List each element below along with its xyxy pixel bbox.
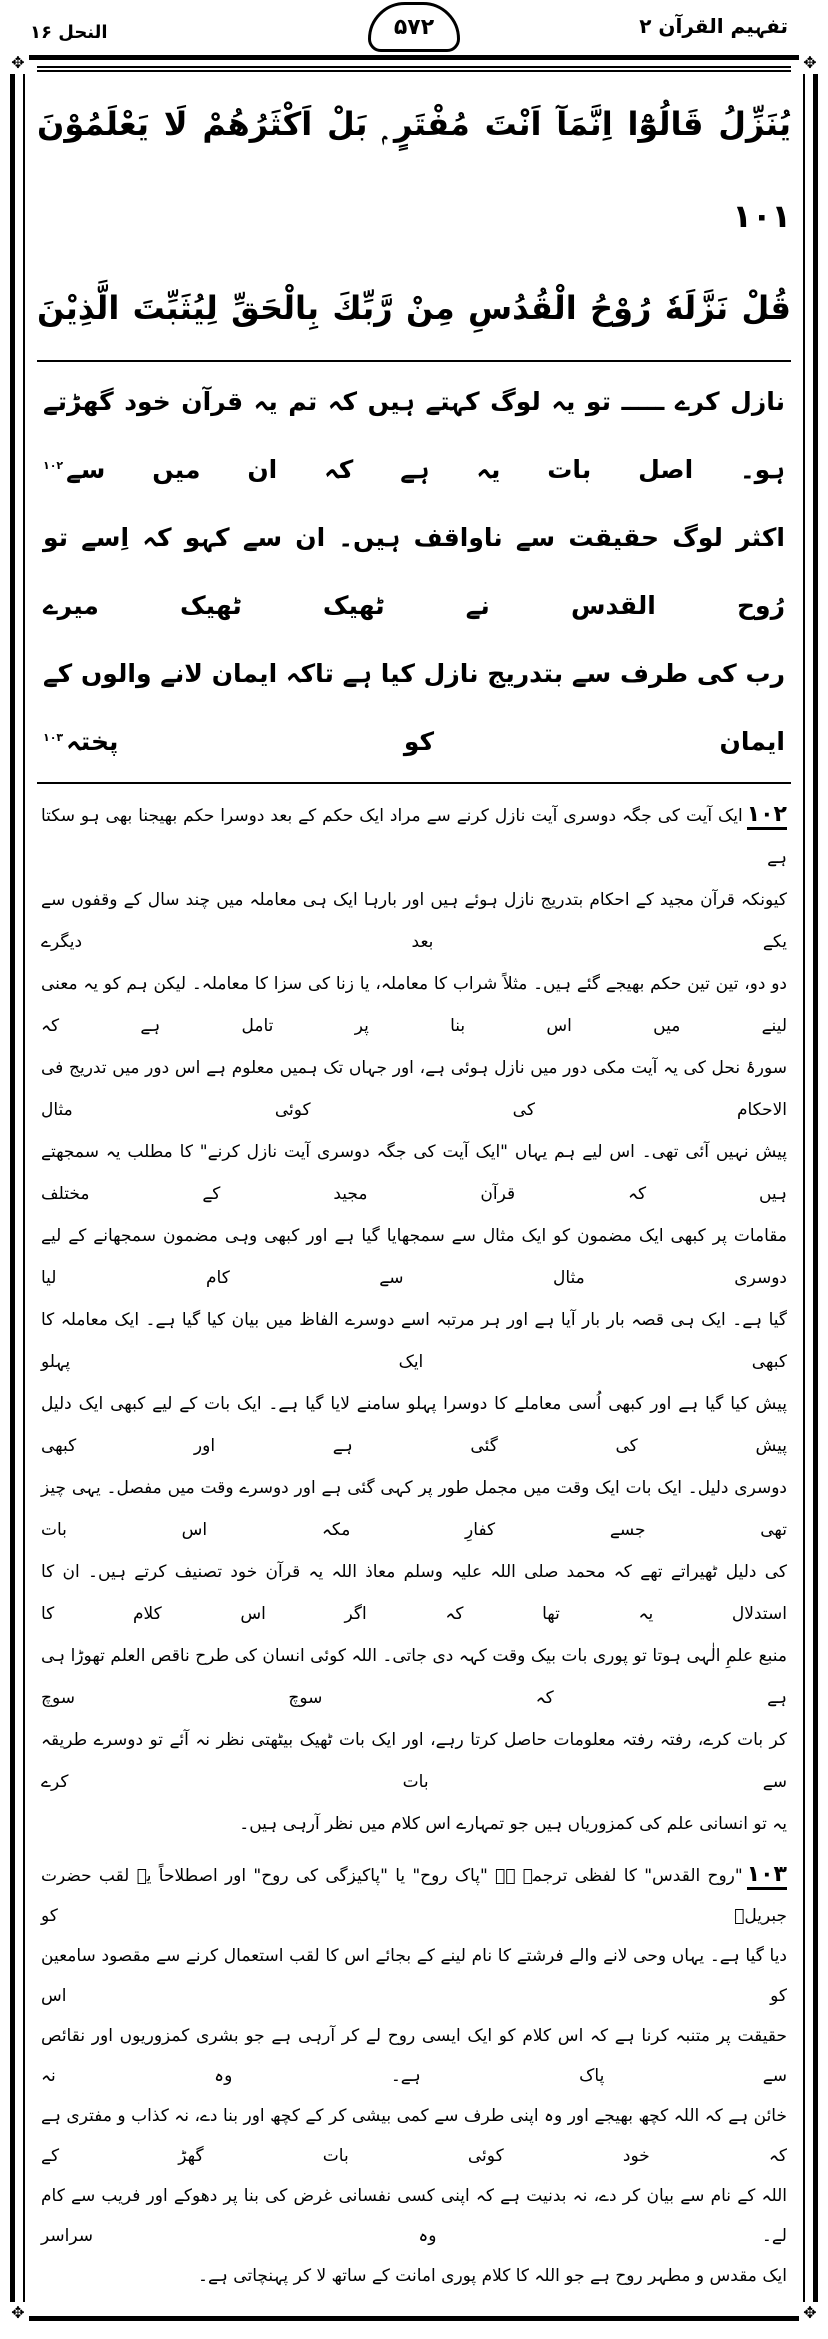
- footnote-number: ۱۰۳: [747, 1862, 787, 1890]
- footnote-line: دو دو، تین تین حکم بھیجے گئے ہیں۔ مثلاً شراب کا معاملہ، یا زنا کی سزا کا معاملہ۔ لیکن ہم کو یہ معنی لینے میں اس بنا پر تامل ہے کہ: [41, 974, 787, 1036]
- translation-text: اکثر لوگ حقیقت سے ناواقف ہیں۔ ان سے کہو کہ اِسے تو رُوح القدس نے ٹھیک ٹھیک میرے: [43, 523, 785, 620]
- translation-line: [43, 504, 785, 640]
- page-number-badge: ۵۷۲: [368, 2, 460, 52]
- footnote-line: پیش نہیں آئی تھی۔ اس لیے ہم یہاں "ایک آیت کی جگہ دوسری آیت نازل کرنے" کا مطلب یہ سمجھتے ہیں کہ قرآن مجید کے مختلف: [41, 1142, 787, 1204]
- divider: [37, 782, 791, 784]
- footnote-line: مقامات پر کبھی ایک مضمون کو ایک مثال سے سمجھایا گیا ہے اور کبھی وہی مضمون سمجھانے کے لیے دوسری مثال سے کام لیا: [41, 1226, 787, 1288]
- footnote-line: [41, 1855, 787, 1936]
- footnote-line: [41, 794, 787, 879]
- footnote-line: گیا ہے۔ ایک ہی قصہ بار بار آیا ہے اور ہر مرتبہ اسے دوسرے الفاظ میں بیان کیا گیا ہے۔ ایک معاملہ کا کبھی ایک پہلو: [41, 1310, 787, 1372]
- translation-line: [43, 640, 785, 776]
- footnote-line: کر بات کرے، رفتہ رفتہ معلومات حاصل کرتا رہے، اور ایک بات ٹھیک بیٹھتی نظر نہ آئے تو دوسرے طریقہ سے بات کرے: [41, 1730, 787, 1792]
- footnote-line: اللہ کے نام سے بیان کر دے، نہ بدنیت ہے کہ اپنی کسی نفسانی غرض کی بنا پر دھوکے اور فریب سے کام لے۔ وہ سراسر: [41, 2186, 787, 2246]
- footnote-ref-103: ۱۰۳: [43, 730, 64, 744]
- footnote-line: دوسری دلیل۔ ایک بات ایک وقت میں مجمل طور پر کہی گئی ہے اور دوسرے وقت میں مفصل۔ یہی چیز تھی جسے کفارِ مکہ اس بات: [41, 1478, 787, 1540]
- corner-ornament-icon: ✥: [799, 2302, 821, 2324]
- divider: [37, 360, 791, 362]
- book-title: تفہیم القرآن ۲: [639, 14, 788, 38]
- footnote-ref-102: ۱۰۲: [43, 458, 64, 472]
- translation-line: [43, 368, 785, 504]
- footnote-line: حقیقت پر متنبہ کرنا ہے کہ اس کلام کو ایک ایسی روح لے کر آرہی ہے جو بشری کمزوریوں اور نقائص سے پاک ہے۔ وہ نہ: [41, 2026, 787, 2086]
- footnote-line: ایک مقدس و مطہر روح ہے جو اللہ کا کلام پوری امانت کے ساتھ لا کر پہنچاتی ہے۔: [198, 2266, 787, 2286]
- verse-line: قُلْ نَزَّلَهٗ رُوْحُ الْقُدُسِ مِنْ رَّبِّكَ بِالْحَقِّ لِيُثَبِّتَ الَّذِيْنَ: [37, 289, 791, 327]
- verse-line: يُنَزِّلُ قَالُوْٓا اِنَّمَآ اَنْتَ مُفْتَرٍ ۭ بَلْ اَكْثَرُهُمْ لَا يَعْلَمُوْنَ ١٠١: [37, 105, 791, 235]
- footnote-line: کی دلیل ٹھیراتے تھے کہ محمد صلی اللہ علیہ وسلم معاذ اللہ یہ قرآن خود تصنیف کرتے ہیں۔ ان کا استدلال یہ تھا کہ اگر اس کلام کا: [41, 1562, 787, 1624]
- footnote-text: "روح القدس" کا لفظی ترجمہ ہے "پاک روح" یا "پاکیزگی کی روح" اور اصطلاحاً یہ لقب حضرت جبریلؑ کو: [41, 1866, 787, 1926]
- footnote-line: کیونکہ قرآن مجید کے احکام بتدریج نازل ہوئے ہیں اور بارہا ایک ہی معاملہ میں چند سال کے وقفوں سے یکے بعد دیگرے: [41, 890, 787, 952]
- footnote-line: خائن ہے کہ اللہ کچھ بھیجے اور وہ اپنی طرف سے کمی بیشی کر کے کچھ اور بنا دے، نہ کذاب و مفتری ہے کہ خود کوئی بات گھڑ کے: [41, 2106, 787, 2166]
- footnote-line: پیش کیا گیا ہے اور کبھی اُسی معاملے کا دوسرا پہلو سامنے لایا گیا ہے۔ ایک بات کے لیے کبھی ایک دلیل پیش کی گئی ہے اور کبھی: [41, 1394, 787, 1456]
- page-header: [0, 0, 828, 55]
- footnote-line: سورۂ نحل کی یہ آیت مکی دور میں نازل ہوئی ہے، اور جہاں تک ہمیں معلوم ہے اس دور میں تدریج فی الاحکام کی کوئی مثال: [41, 1058, 787, 1120]
- footnote-line: منبع علمِ الٰہی ہوتا تو پوری بات بیک وقت کہہ دی جاتی۔ اللہ کوئی انسان کی طرح ناقص العلم تھوڑا ہی ہے کہ سوچ سوچ: [41, 1646, 787, 1708]
- footnote-line: دیا گیا ہے۔ یہاں وحی لانے والے فرشتے کا نام لینے کے بجائے اس کا لقب استعمال کرنے سے مقصود سامعین کو اس: [41, 1946, 787, 2006]
- translation: [37, 368, 791, 776]
- translation-text: نازل کرے ـــــ تو یہ لوگ کہتے ہیں کہ تم یہ قرآن خود گھڑتے ہو۔ اصل بات یہ ہے کہ ان میں سے: [43, 387, 785, 484]
- surah-name: النحل ۱۶: [30, 22, 108, 43]
- translation-text: رب کی طرف سے بتدریج نازل کیا ہے تاکہ ایمان لانے والوں کے ایمان کو پختہ: [43, 659, 785, 756]
- corner-ornament-icon: ✥: [799, 52, 821, 74]
- arabic-verse: [37, 66, 791, 354]
- corner-ornament-icon: ✥: [7, 52, 29, 74]
- page-frame: [10, 55, 818, 2321]
- footnote-text: ایک آیت کی جگہ دوسری آیت نازل کرنے سے مراد ایک حکم کے بعد دوسرا حکم بھیجنا بھی ہو سکتا ہے: [41, 806, 787, 868]
- footnote-line: یہ تو انسانی علم کی کمزوریاں ہیں جو تمہارے اس کلام میں نظر آرہی ہیں۔: [239, 1814, 787, 1834]
- footnote-102: [37, 790, 791, 1845]
- footnote-103: [37, 1845, 791, 2296]
- footnote-number: ۱۰۲: [747, 802, 787, 830]
- corner-ornament-icon: ✥: [7, 2302, 29, 2324]
- frame-inner-border: [23, 66, 805, 2310]
